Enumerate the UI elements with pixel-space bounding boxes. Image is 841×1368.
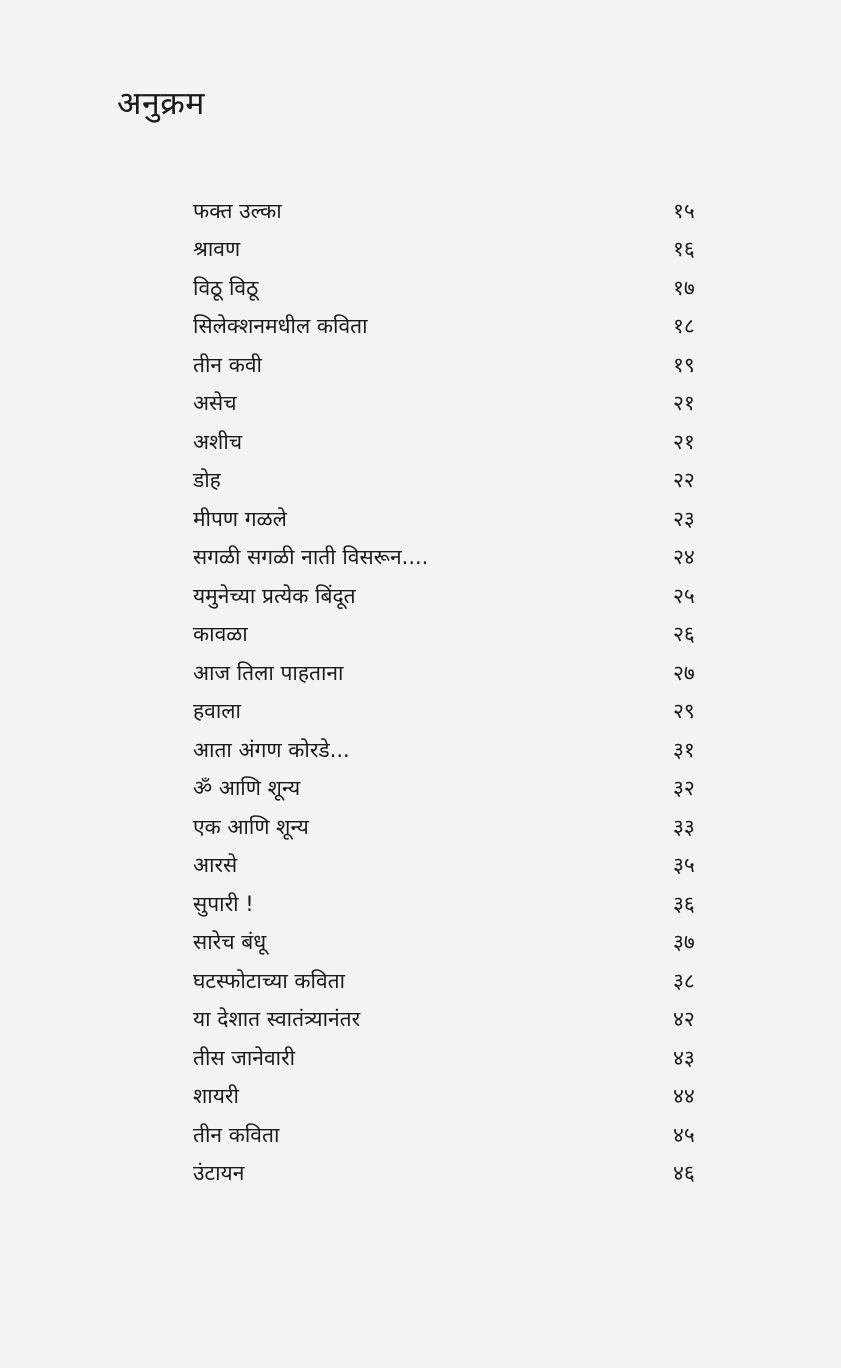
toc-entry-page-number: ४६ (673, 1161, 695, 1186)
toc-entry-page-number: ३३ (673, 814, 695, 839)
toc-entry-title: असेच (193, 391, 237, 416)
toc-entry-page-number: २९ (673, 699, 695, 724)
toc-entry-page-number: ३१ (673, 737, 695, 762)
toc-entry-title: सारेच बंधू (193, 930, 267, 955)
toc-entry (193, 885, 713, 924)
toc-entry-title: घटस्फोटाच्या कविता (193, 968, 346, 993)
toc-entry (193, 577, 713, 616)
toc-entry-page-number: ४५ (673, 1122, 695, 1147)
toc-entry-page-number: २७ (673, 660, 695, 685)
toc-entry-title: या देशात स्वातंत्र्यानंतर (193, 1007, 361, 1032)
toc-entry-page-number: १६ (673, 237, 695, 262)
toc-entry-title: डोह (193, 468, 221, 493)
toc-entry-page-number: ४४ (673, 1084, 695, 1109)
toc-entry-page-number: २३ (673, 506, 695, 531)
toc-entry-page-number: ३७ (673, 930, 695, 955)
toc-entry-title: मीपण गळले (193, 506, 287, 531)
toc-entry (193, 770, 713, 809)
toc-entry (193, 346, 713, 385)
toc-entry (193, 423, 713, 462)
toc-entry-page-number: ३८ (673, 968, 695, 993)
toc-entry (193, 693, 713, 732)
toc-entry-title: तीस जानेवारी (193, 1045, 296, 1070)
toc-entry-title: एक आणि शून्य (193, 814, 309, 839)
toc-entry-page-number: १७ (673, 275, 695, 300)
toc-entry (193, 1116, 713, 1155)
toc-entry-title: सिलेक्शनमधील कविता (193, 314, 368, 339)
toc-entry-page-number: २५ (673, 583, 695, 608)
toc-entry-page-number: ३६ (673, 891, 695, 916)
page-title: अनुक्रम (117, 84, 205, 122)
toc-entry-title: कावळा (193, 622, 248, 647)
toc-entry-title: हवाला (193, 699, 241, 724)
toc-entry (193, 731, 713, 770)
toc-entry-page-number: ३२ (673, 776, 695, 801)
toc-entry (193, 539, 713, 578)
toc-entry-title: विठू विठू (193, 275, 259, 300)
toc-entry-page-number: २४ (673, 545, 695, 570)
toc-entry (193, 192, 713, 231)
toc-entry-title: तीन कवी (193, 352, 262, 377)
toc-entry-page-number: १९ (673, 352, 695, 377)
toc-entry-page-number: ४२ (673, 1007, 695, 1032)
toc-entry (193, 962, 713, 1001)
toc-entry-page-number: १८ (673, 314, 695, 339)
toc-entry-page-number: २१ (673, 391, 695, 416)
toc-entry-page-number: ३५ (673, 853, 695, 878)
toc-entry-page-number: २१ (673, 429, 695, 454)
toc-entry-title: तीन कविता (193, 1122, 280, 1147)
toc-entry-title: फक्त उल्का (193, 198, 282, 223)
toc-entry (193, 462, 713, 501)
toc-entry-page-number: २२ (673, 468, 695, 493)
toc-entry (193, 616, 713, 655)
toc-entry-title: उंटायन (193, 1161, 245, 1186)
toc-entry-title: श्रावण (193, 237, 241, 262)
toc-entry (193, 269, 713, 308)
toc-entry (193, 1039, 713, 1078)
toc-entry-title: आज तिला पाहताना (193, 660, 344, 685)
toc-entry (193, 1155, 713, 1194)
toc-entry-page-number: २६ (673, 622, 695, 647)
toc-entry (193, 1078, 713, 1117)
toc-entry-title: यमुनेच्या प्रत्येक बिंदूत (193, 583, 356, 608)
toc-entry-title: सगळी सगळी नाती विसरून.... (193, 545, 429, 570)
toc-entry (193, 924, 713, 963)
toc-entry (193, 808, 713, 847)
toc-entry-title: आता अंगण कोरडे... (193, 737, 350, 762)
toc-entry (193, 654, 713, 693)
toc-entry (193, 231, 713, 270)
toc-entry-title: अशीच (193, 429, 243, 454)
toc-entry-title: शायरी (193, 1084, 239, 1109)
toc-entry-title: ॐ आणि शून्य (193, 776, 301, 801)
toc-entry (193, 385, 713, 424)
toc-entry (193, 847, 713, 886)
toc-entry-title: आरसे (193, 853, 238, 878)
toc-entry-page-number: ४३ (673, 1045, 695, 1070)
toc-entry (193, 1001, 713, 1040)
toc-entry (193, 308, 713, 347)
toc-entry (193, 500, 713, 539)
toc-entry-title: सुपारी ! (193, 891, 254, 916)
table-of-contents (193, 192, 713, 1193)
toc-entry-page-number: १५ (673, 198, 695, 223)
